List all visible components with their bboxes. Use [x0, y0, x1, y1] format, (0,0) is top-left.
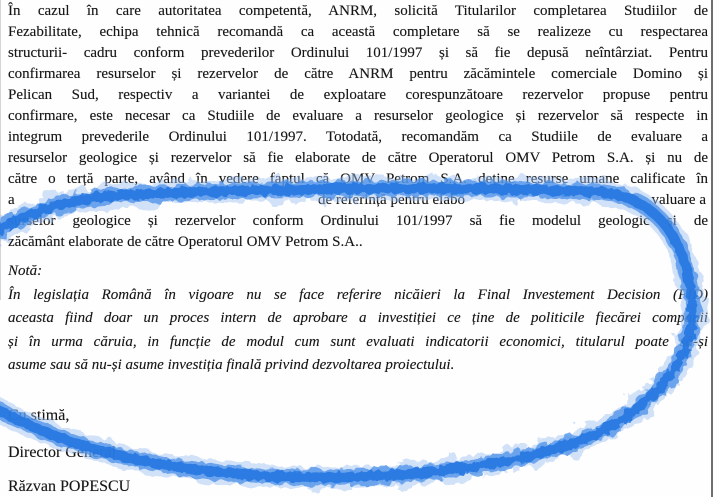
- obscured-line-right-fragment: valuare a: [651, 192, 706, 208]
- main-paragraph: [8, 1, 708, 253]
- nota-line: aceasta fiind doar un proces intern de aprobare a investiției ce ține de politicile fiecărei companii: [8, 310, 708, 326]
- obscured-line-middle-fragment: de referință pentru elabo: [318, 192, 466, 208]
- signature-name: Răzvan POPESCU: [8, 478, 131, 495]
- nota-section: [8, 260, 708, 378]
- nota-line: asume sau să nu-și asume investiția finală privind dezvoltarea proiectului.: [8, 357, 455, 373]
- nota-line: În legislația Română în vigoare nu se face referire nicăieri la Final Investement Decision (FID): [8, 286, 708, 303]
- paragraph-line: Fezabilitate, echipa tehnică recomandă ca această completare să se realizeze cu respectarea: [8, 24, 708, 40]
- paragraph-line: confirmarea resurselor și rezervelor de către ANRM pentru zăcămintele comerciale Domino și: [8, 66, 708, 82]
- paragraph-line: resurselor geologice și rezervelor să fie elaborate de către Operatorul OMV Petrom S.A. și nu de: [8, 150, 708, 166]
- paragraph-line: structurii- cadru conform prevederilor Ordinului 101/1997 și să fie depusă neîntârziat. Pentru: [8, 45, 708, 61]
- closing-salutation: Cu stimă,: [8, 407, 70, 424]
- nota-heading: Notă:: [8, 263, 43, 279]
- obscured-line-left-fragment: a: [8, 192, 15, 208]
- paragraph-line: În cazul în care autoritatea competentă, ANRM, solicită Titularilor completarea Studiilor de: [8, 3, 708, 19]
- signature-title: Director General: [8, 444, 116, 461]
- paragraph-line: confirmare, este necesar ca Studiile de evaluare a resurselor geologice și rezervelor să respecte in: [8, 108, 708, 124]
- page-right-border: [711, 0, 713, 497]
- page-left-border: [0, 0, 1, 300]
- paragraph-line: către o terță parte, având în vedere faptul că OMV Petrom S.A. deține resurse umane calificate în: [8, 171, 708, 187]
- nota-line: și în urma căruia, in funcție de modul cum sunt evaluati indicatorii economici, titularul poate să-și: [8, 333, 708, 350]
- paragraph-line: integrum prevederile Ordinului 101/1997. Totodată, recomandăm ca Studiile de evaluare a: [8, 129, 708, 145]
- paragraph-line: zăcământ elaborate de către Operatorul OMV Petrom S.A..: [8, 234, 363, 250]
- paragraph-line: Pelican Sud, respectiv a variantei de exploatare corespunzătoare rezervelor propuse pentru: [8, 87, 708, 103]
- paragraph-line-obscured-by-marker: [8, 190, 708, 211]
- paragraph-line: surselor geologice și rezervelor conform Ordinului 101/1997 să fie modelul geologic și de: [8, 213, 708, 229]
